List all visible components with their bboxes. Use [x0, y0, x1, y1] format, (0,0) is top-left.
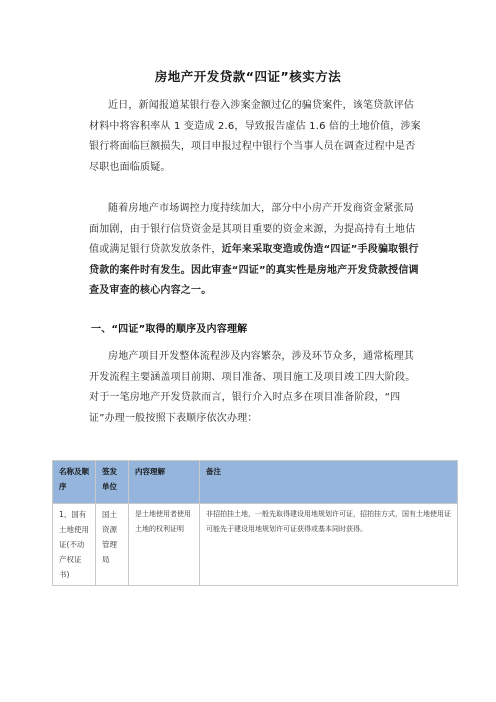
paragraph-background-emphasis: 近年来采取变造或伪造“四证”手段骗取银行贷款的案件时有发生。因此审查“四证”的真实性是房地产开发贷款授信调查及审查的核心内容之一。 — [89, 244, 419, 296]
cell-name-order: 1、国有土地使用证(不动产权证书) — [53, 504, 96, 586]
header-name-order: 名称及顺序 — [53, 461, 96, 504]
paragraph-intro — [89, 96, 421, 178]
header-content: 内容理解 — [129, 461, 200, 504]
paragraph-intro-text: 近日，新闻报道某银行卷入涉案金额过亿的骗贷案件，该笔贷款评估材料中将容积率从 1 变造成 2.6，导致报告虚估 1.6 倍的土地价值，涉案银行将面临巨额损失，项目申报过程中银行个当事人员在调查过程中是否尽职也面临质疑。 — [89, 100, 421, 173]
cell-remarks: 非招拍挂土地，一般先取得建设用地规划许可证，招拍挂方式，国有土地使用证可能先于建设用地规划许可证获得或基本同时获得。 — [200, 504, 458, 586]
paragraph-background-text: 随着房地产市场调控力度持续加大，部分中小房产开发商资金紧张局面加剧，由于银行信贷资金是其项目重要的资金来源，为提高持有土地估值或满足银行贷款发放条件， — [89, 203, 416, 255]
table-row — [53, 504, 458, 586]
table-header-row — [53, 461, 458, 504]
cell-content: 是土地使用者使用土地的权利证明 — [129, 504, 200, 586]
paragraph-background — [89, 199, 421, 302]
paragraph-process-text: 房地产项目开发整体流程涉及内容繁杂，涉及环节众多，通常梳理其开发流程主要涵盖项目前期、项目准备、项目施工及项目竣工四大阶段。对于一笔房地产开发贷款而言，银行介入时点多在项目准备阶段，“四证”办理一般按照下表顺序依次办理： — [89, 351, 416, 424]
header-remarks: 备注 — [200, 461, 458, 504]
section-heading-1: 一、“四证”取得的顺序及内容理解 — [91, 324, 248, 335]
paragraph-process — [89, 347, 421, 429]
cell-issuer: 国土资源管理局 — [96, 504, 129, 586]
certificate-table — [52, 460, 458, 586]
document-title: 房地产开发贷款“四证”核实方法 — [154, 69, 342, 84]
header-issuer: 签发单位 — [96, 461, 129, 504]
